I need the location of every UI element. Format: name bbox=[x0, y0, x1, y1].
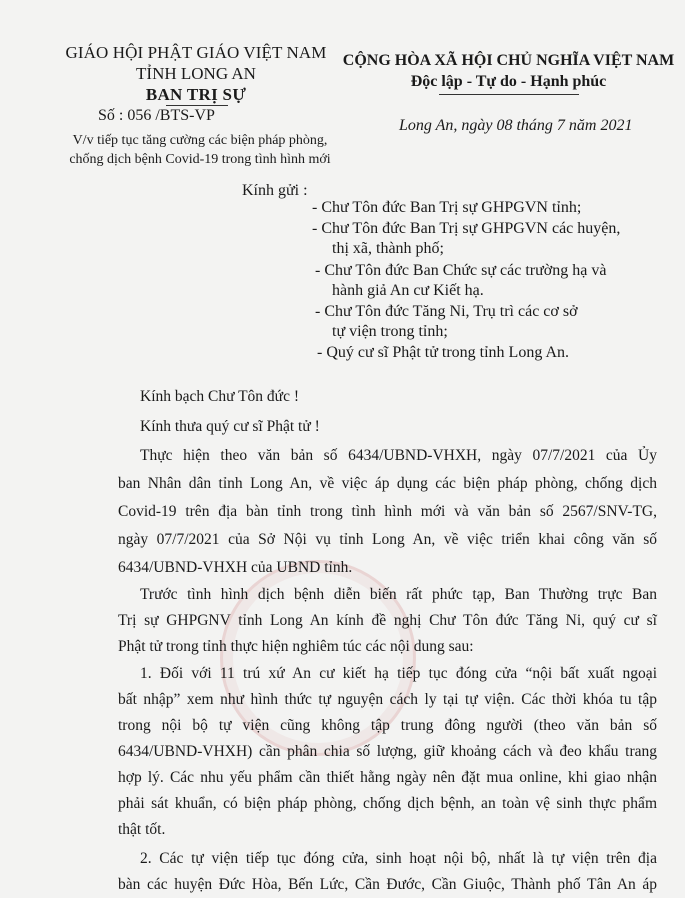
body-line: phải sát khuẩn, có biện pháp phòng, chống dịch bệnh, an toàn vệ sinh thực phẩm bbox=[118, 795, 657, 812]
body-line: Trị sự GHPGNV tỉnh Long An kính đề nghị Chư Tôn đức Tăng Ni, quý cư sĩ bbox=[118, 612, 657, 629]
body-line: ngày 07/7/2021 của Sở Nội vụ tỉnh Long An, về việc triển khai công văn số bbox=[118, 531, 657, 548]
department-name: BAN TRỊ SỰ bbox=[145, 85, 247, 104]
body-line: hợp lý. Các nhu yếu phẩm cần thiết hằng ngày nên đặt mua online, khi giao nhận bbox=[118, 769, 657, 786]
document-date: Long An, ngày 08 tháng 7 năm 2021 bbox=[399, 117, 633, 134]
body-line: 2. Các tự viện tiếp tục đóng cửa, sinh hoạt nội bộ, nhất là tự viện trên địa bbox=[140, 850, 657, 867]
recipient-item: - Chư Tôn đức Ban Trị sự GHPGVN tỉnh; bbox=[312, 199, 582, 216]
department-underline bbox=[166, 105, 228, 106]
recipient-item: - Chư Tôn đức Ban Chức sự các trường hạ và bbox=[315, 262, 607, 279]
body-line: trong nội bộ tự viện cũng không tập trung đông người (theo văn bản số bbox=[118, 717, 657, 734]
recipient-item-cont: hành giả An cư Kiết hạ. bbox=[332, 282, 484, 299]
document-subject bbox=[50, 131, 350, 169]
body-line: 6434/UBND-VHXH của UBND tỉnh. bbox=[118, 559, 353, 576]
issuing-organization-header bbox=[46, 42, 346, 105]
body-line: Covid-19 trên địa bàn tỉnh trong tình hình mới và văn bản số 2567/SNV-TG, bbox=[118, 503, 657, 520]
subject-line: chống dịch bệnh Covid-19 trong tình hình mới bbox=[69, 152, 331, 167]
recipient-item: - Chư Tôn đức Tăng Ni, Trụ trì các cơ sở bbox=[315, 303, 578, 320]
body-line: 1. Đối với 11 trú xứ An cư kiết hạ tiếp tục đóng cửa “nội bất xuất ngoại bbox=[140, 665, 657, 682]
body-line: 6434/UBND-VHXH) cần phân chia số lượng, giữ khoảng cách và đeo khẩu trang bbox=[118, 743, 657, 760]
country-name: CỘNG HÒA XÃ HỘI CHỦ NGHĨA VIỆT NAM bbox=[342, 52, 675, 69]
national-header bbox=[336, 50, 681, 92]
greeting-line: Kính thưa quý cư sĩ Phật tử ! bbox=[140, 418, 320, 435]
recipient-item-cont: tự viện trong tỉnh; bbox=[332, 323, 448, 340]
body-line: Thực hiện theo văn bản số 6434/UBND-VHXH, ngày 07/7/2021 của Ủy bbox=[140, 447, 657, 464]
national-motto: Độc lập - Tự do - Hạnh phúc bbox=[410, 73, 607, 90]
recipient-item: - Quý cư sĩ Phật tử trong tỉnh Long An. bbox=[317, 344, 569, 361]
greeting-line: Kính bạch Chư Tôn đức ! bbox=[140, 388, 300, 405]
body-line: thật tốt. bbox=[118, 821, 166, 838]
body-line: Phật tử trong tỉnh thực hiện nghiêm túc các nội dung sau: bbox=[118, 638, 474, 655]
subject-line: V/v tiếp tục tăng cường các biện pháp phòng, bbox=[72, 133, 328, 148]
body-line: bất nhập” xem như hình thức tự nguyện cách ly tại tự viện. Các thời khóa tu tập bbox=[118, 691, 657, 708]
body-line: bàn các huyện Đức Hòa, Bến Lức, Cần Đước, Cần Giuộc, Thành phố Tân An áp bbox=[118, 876, 657, 893]
recipients-heading: Kính gửi : bbox=[242, 182, 308, 199]
province-name: TỈNH LONG AN bbox=[136, 64, 256, 83]
body-line: Trước tình hình dịch bệnh diễn biến rất phức tạp, Ban Thường trực Ban bbox=[140, 586, 657, 603]
document-number: Số : 056 /BTS-VP bbox=[98, 107, 215, 124]
organization-name: GIÁO HỘI PHẬT GIÁO VIỆT NAM bbox=[65, 43, 327, 62]
recipient-item: - Chư Tôn đức Ban Trị sự GHPGVN các huyện, bbox=[312, 220, 621, 237]
body-line: ban Nhân dân tỉnh Long An, về việc áp dụng các biện pháp phòng, chống dịch bbox=[118, 475, 657, 492]
motto-underline bbox=[439, 94, 579, 95]
recipient-item-cont: thị xã, thành phố; bbox=[332, 240, 444, 257]
